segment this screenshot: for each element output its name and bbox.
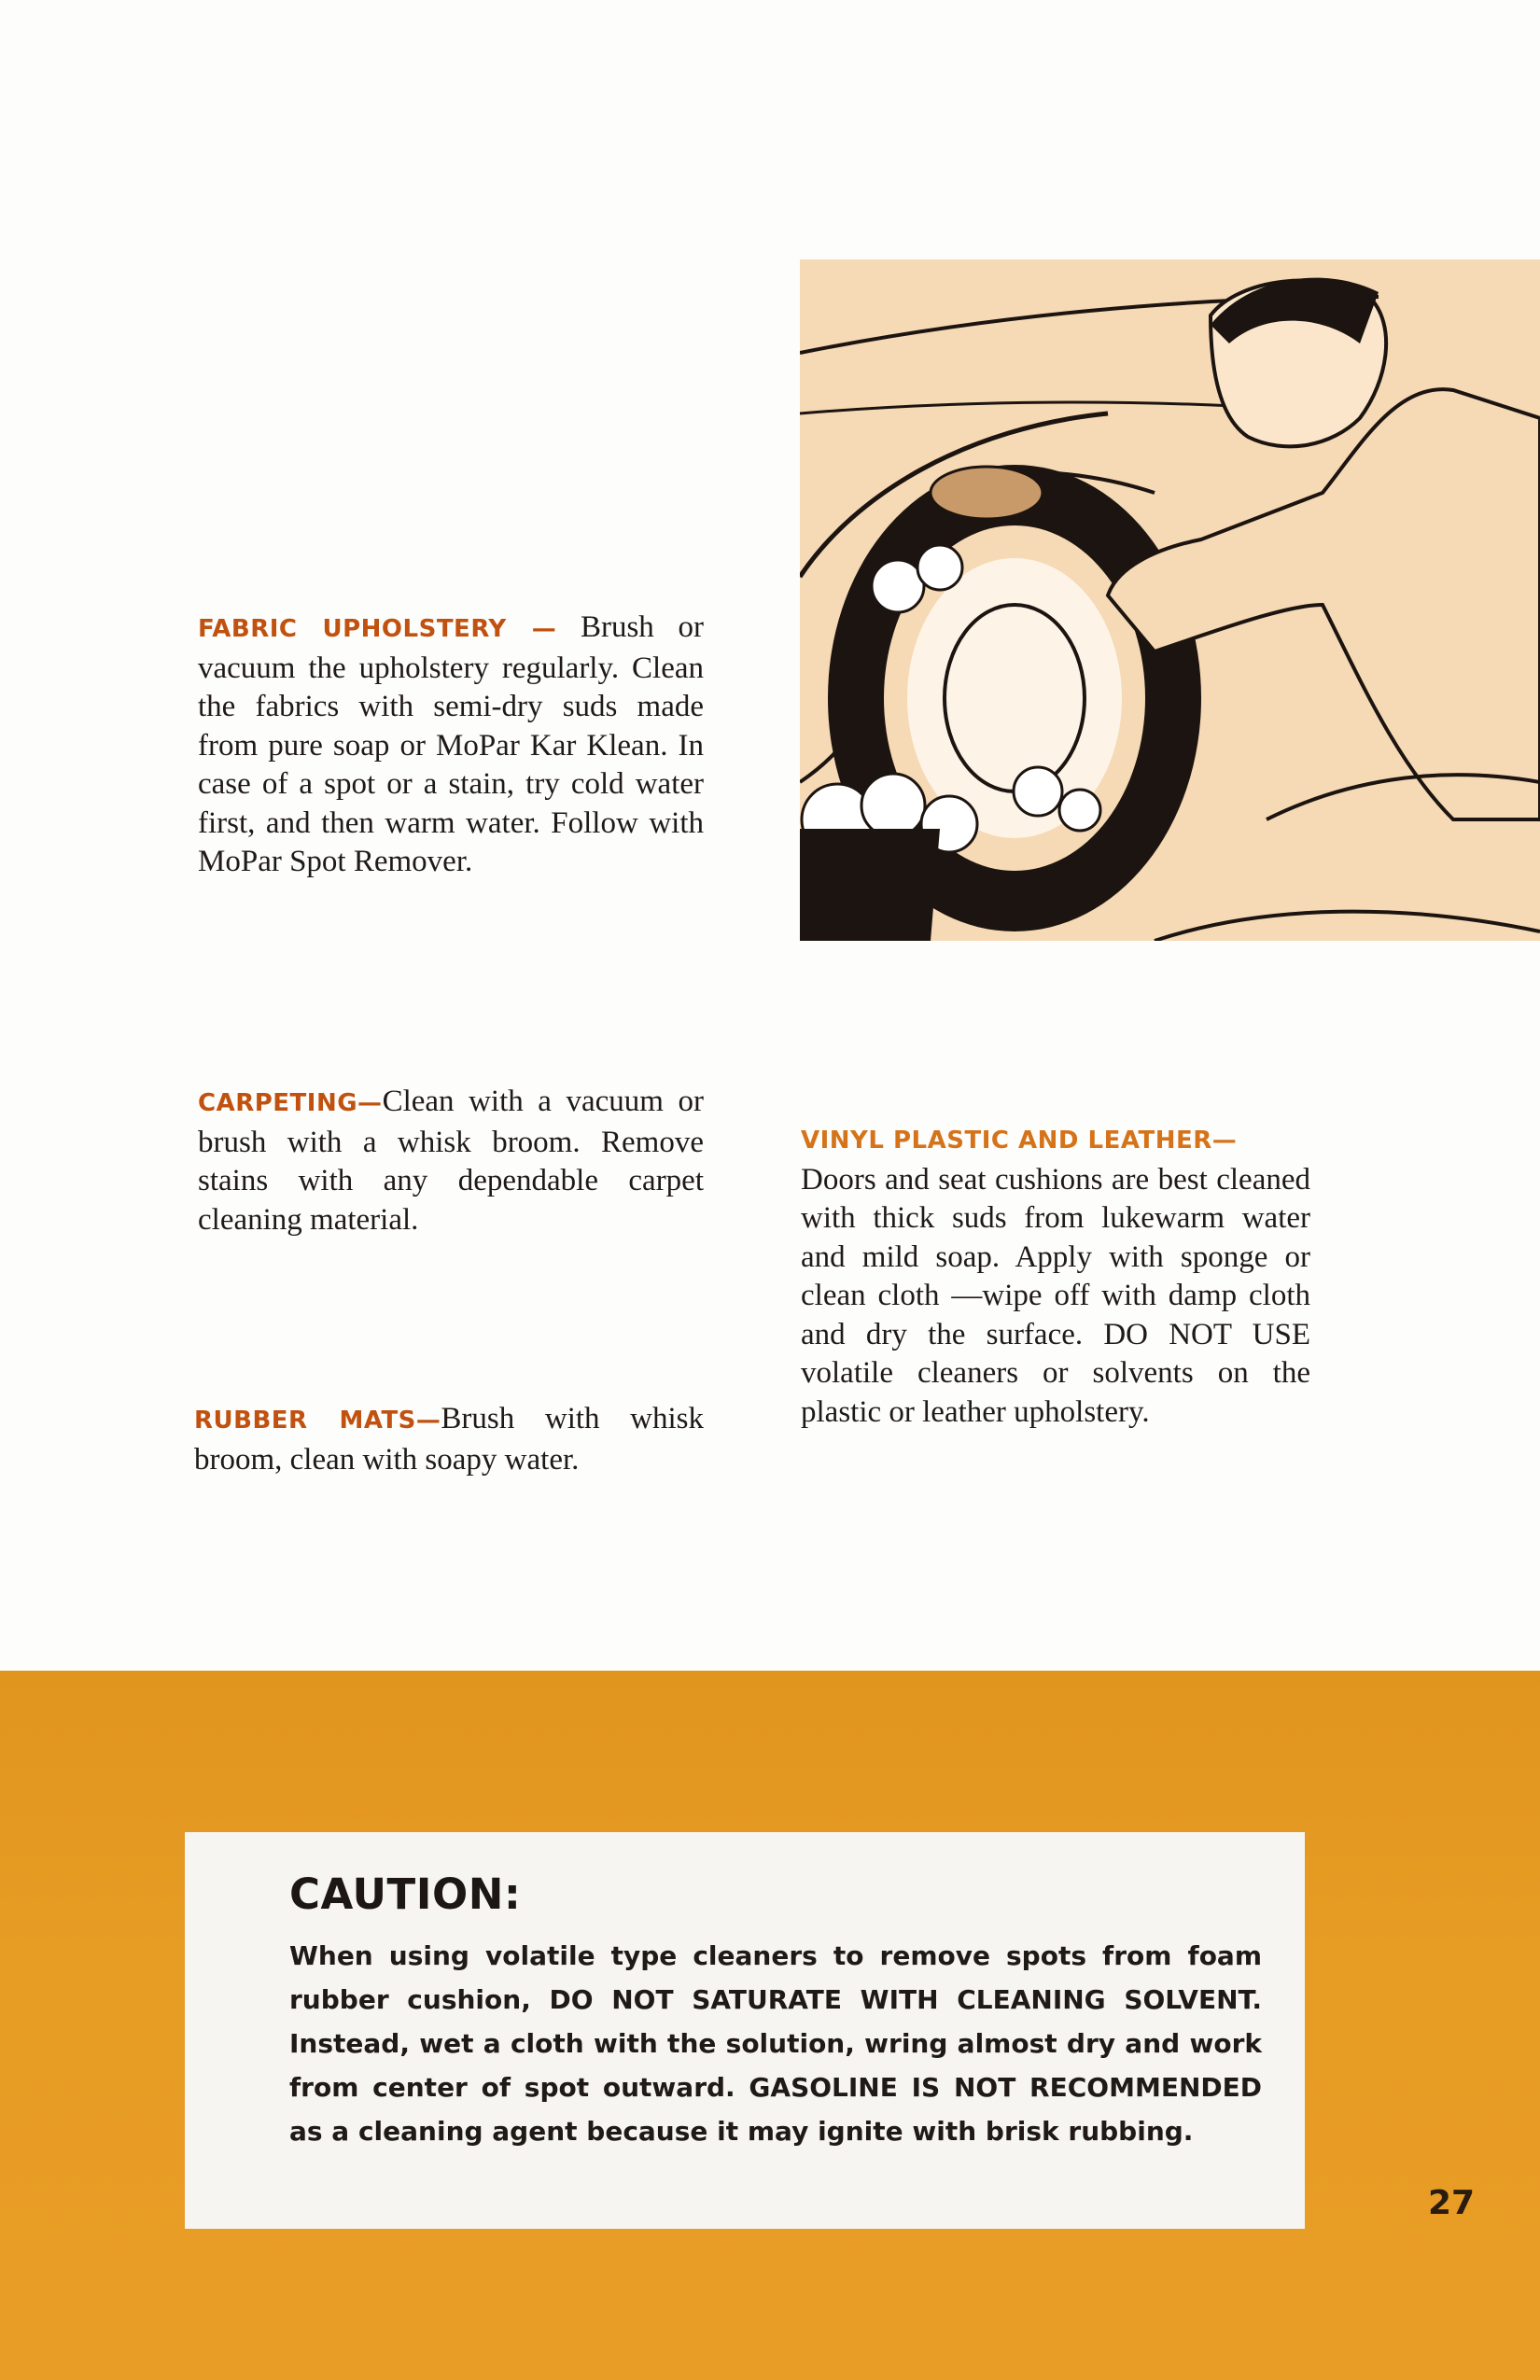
fabric-upholstery-section (198, 609, 704, 882)
rubber-mats-text: Brush with whisk broom, clean with soapy water. (194, 1402, 704, 1477)
caution-title: CAUTION: (289, 1869, 522, 1919)
vinyl-plastic-leather-text: Doors and seat cushions are best cleaned with thick suds from lukewarm water and mild soap. Apply with sponge or clean cloth —wipe off with damp cloth and dry the surface. DO NOT USE volatile cleaners or solvents on the plastic or leather upholstery. (801, 1162, 1310, 1429)
vinyl-plastic-leather-section (801, 1120, 1310, 1432)
page-number: 27 (1428, 2184, 1476, 2222)
carpeting-section (198, 1083, 704, 1239)
caution-text: When using volatile type cleaners to remove spots from foam rubber cushion, DO NOT SATURATE WITH CLEANING SOLVENT. Instead, wet a cloth with the solution, wring almost dry and work from center of spot outward. GASOLINE IS NOT RECOMMENDED as a cleaning agent because it may ignite with brisk rubbing. (289, 1940, 1262, 2147)
carpeting-heading: CARPETING— (198, 1089, 383, 1117)
rubber-mats-paragraph (194, 1400, 704, 1479)
caution-box (185, 1832, 1305, 2229)
carpeting-paragraph (198, 1083, 704, 1239)
fabric-upholstery-text: Brush or vacuum the upholstery regularly. Clean the fabrics with semi-dry suds made from pure soap or MoPar Kar Klean. In case of a spot or a stain, try cold water first, and then warm water. Follow with MoPar Spot Remover. (198, 610, 704, 878)
carpeting-text: Clean with a vacuum or brush with a whisk broom. Remove stains with any dependable carpet cleaning material. (198, 1085, 704, 1237)
rubber-mats-heading: RUBBER MATS— (194, 1407, 441, 1435)
fabric-upholstery-paragraph (198, 609, 704, 882)
rubber-mats-section (194, 1400, 704, 1479)
vinyl-heading-line (801, 1120, 1310, 1161)
man-washing-car-wheel-illustration (800, 259, 1540, 941)
vinyl-plastic-leather-heading: VINYL PLASTIC AND LEATHER— (801, 1127, 1238, 1155)
fabric-upholstery-heading: FABRIC UPHOLSTERY — (198, 615, 557, 643)
